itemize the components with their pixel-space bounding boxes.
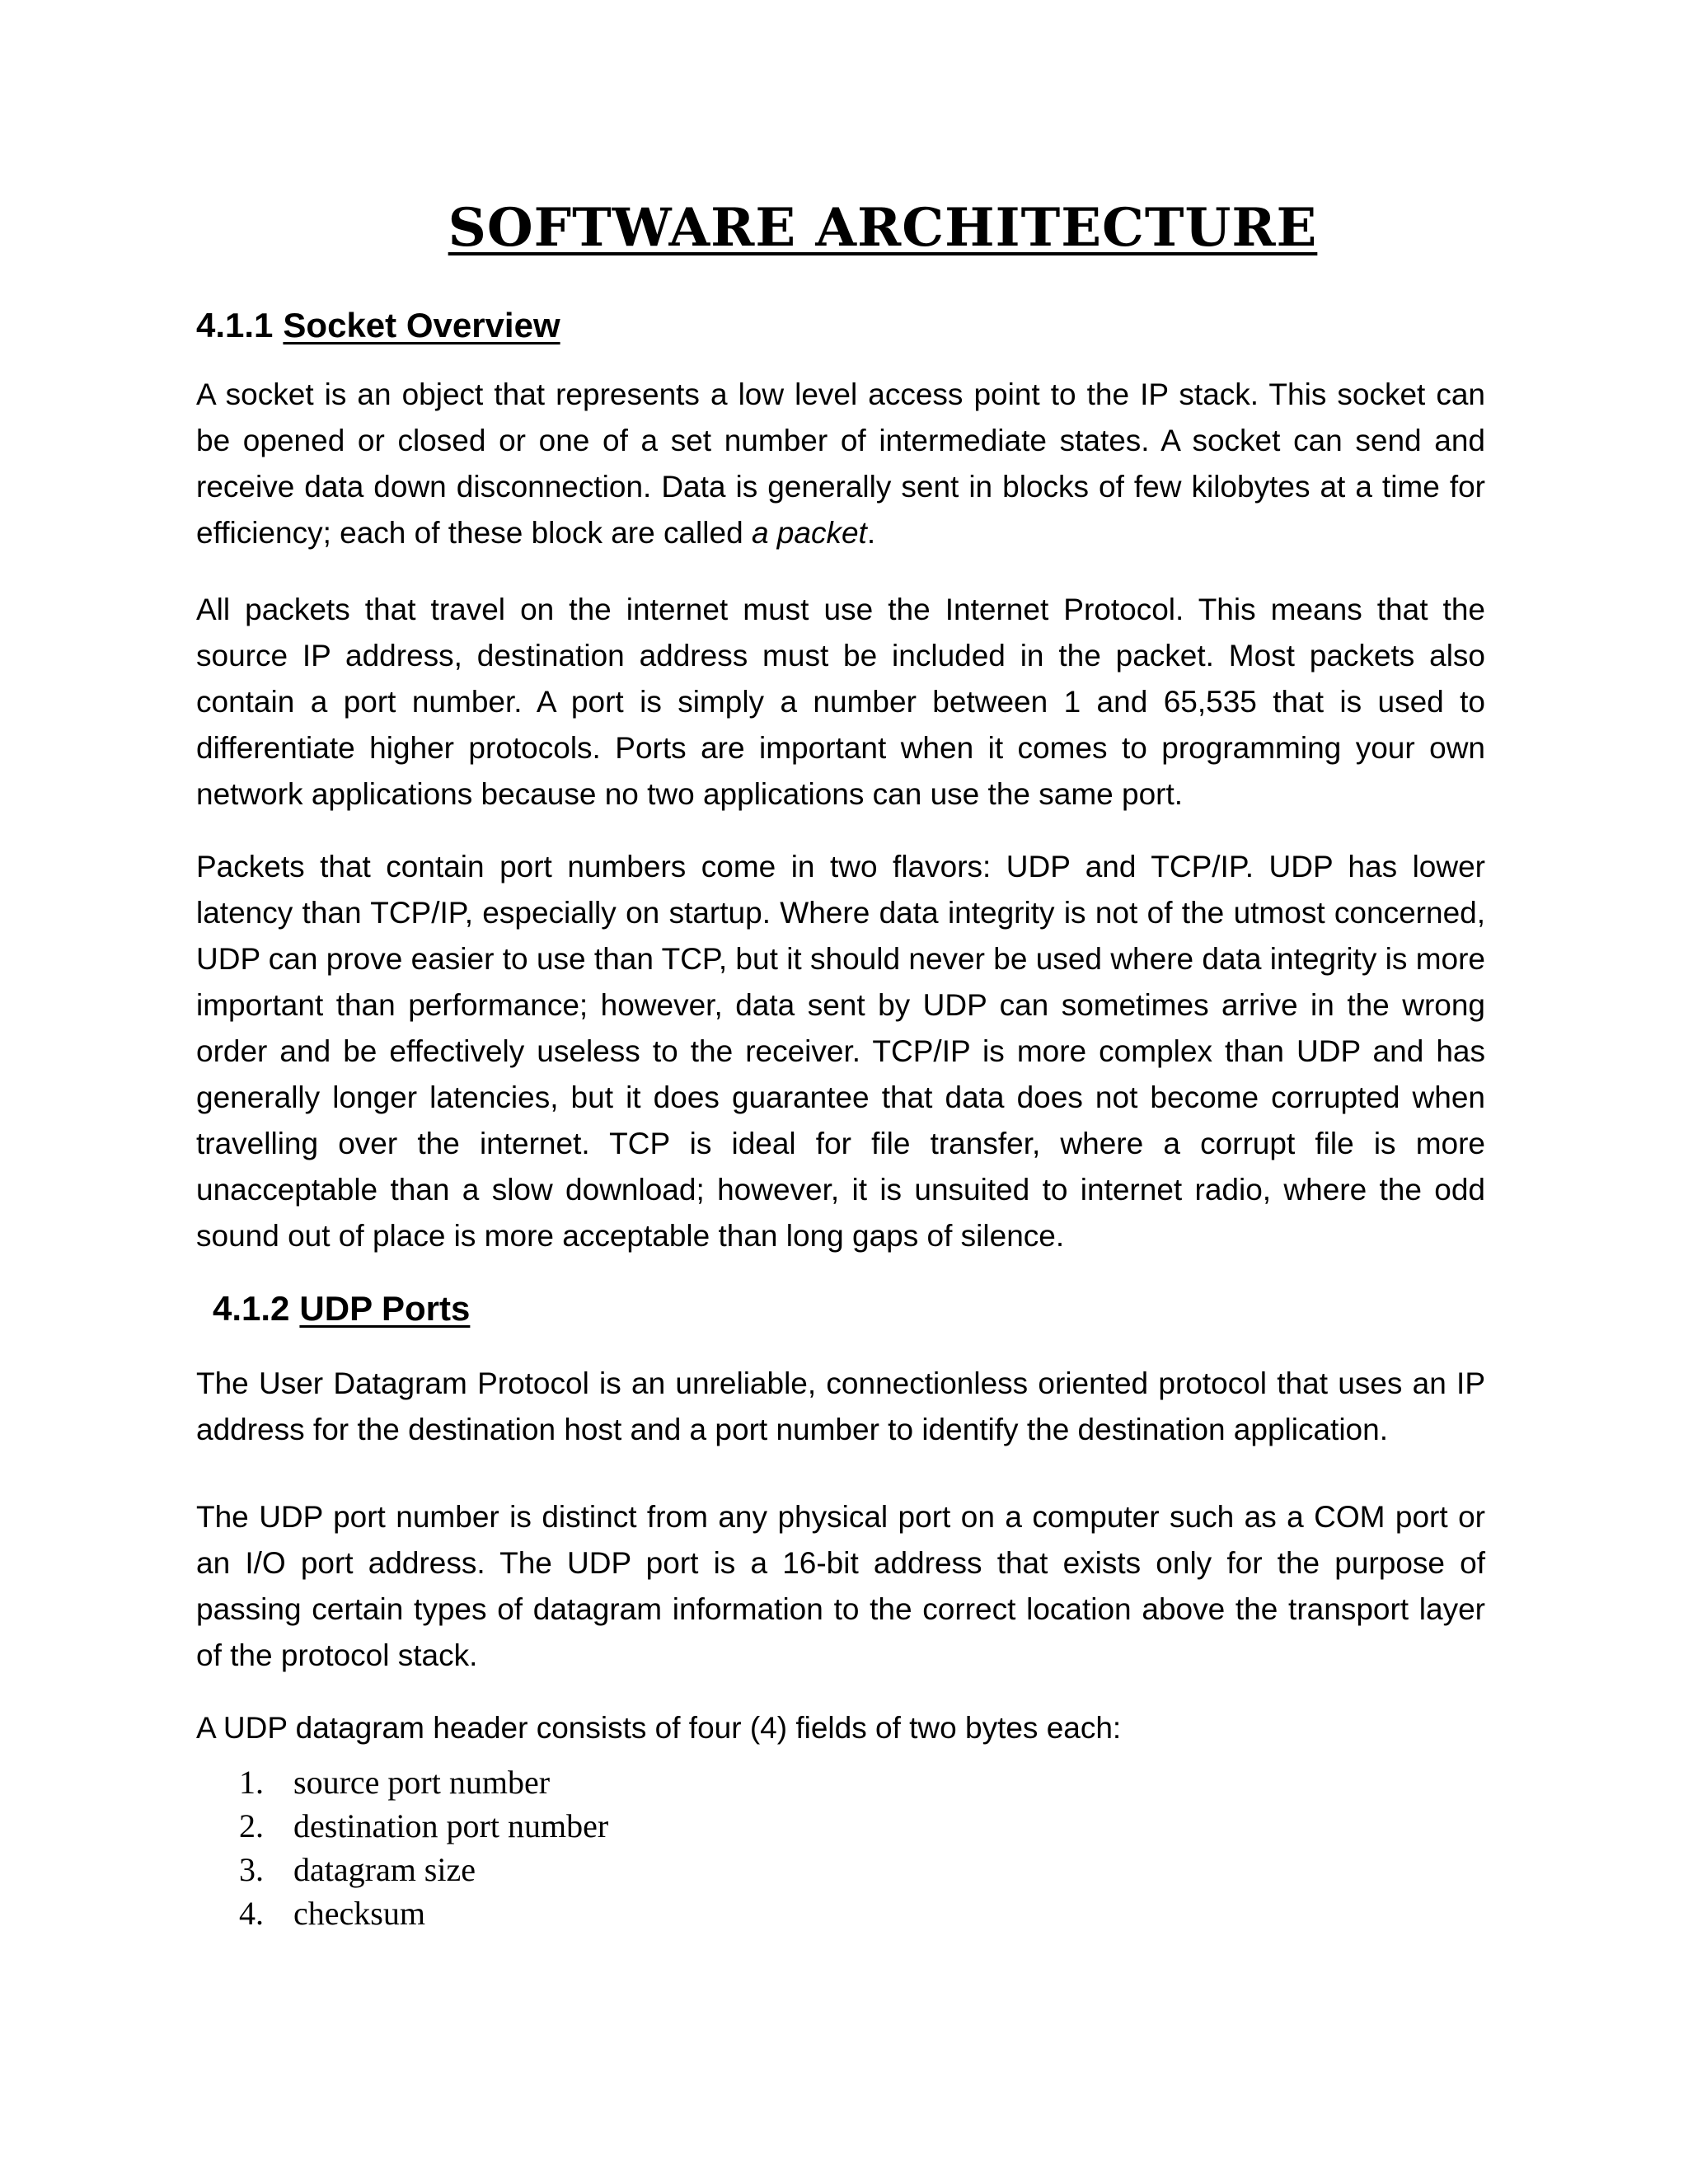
section-heading-text: Socket Overview (283, 306, 560, 344)
list-item-number: 1. (239, 1764, 264, 1801)
list-item (239, 1848, 608, 1891)
list-item-number: 3. (239, 1851, 264, 1888)
section-heading-text: UDP Ports (299, 1289, 471, 1328)
page-title (0, 199, 1688, 257)
paragraph-udp-header-intro: A UDP datagram header consists of four (4) fields of two bytes each: (196, 1711, 1122, 1745)
section-number: 4.1.2 (213, 1289, 290, 1328)
paragraph-udp-definition: The User Datagram Protocol is an unreliable, connectionless oriented protocol that uses an IP address for the destination host and a port number to identify the destination application. (196, 1366, 1485, 1446)
list-item-text: datagram size (293, 1851, 476, 1888)
list-item-text: checksum (293, 1895, 425, 1932)
paragraph-udp-vs-tcp: Packets that contain port numbers come in two flavors: UDP and TCP/IP. UDP has lower latency than TCP/IP, especially on startup. Where data integrity is not of the utmost concerned, UDP can prove easier to use than TCP, but it should never be used where data integrity is more important than performance; however, data sent by UDP can sometimes arrive in the wrong order and be effectively useless to the receiver. TCP/IP is more complex than UDP and has generally longer latencies, but it does guarantee that data does not become corrupted when travelling over the internet. TCP is ideal for file transfer, where a corrupt file is more unacceptable than a slow download; however, it is unsuited to internet radio, where the odd sound out of place is more acceptable than long gaps of silence. (196, 850, 1485, 1253)
paragraph-socket-definition (196, 372, 1485, 556)
list-item (239, 1760, 608, 1804)
paragraph-internet-protocol: All packets that travel on the internet must use the Internet Protocol. This means that the source IP address, destination address must be included in the packet. Most packets also contain a port number. A port is simply a number between 1 and 65,535 that is used to differentiate higher protocols. Ports are important when it comes to programming your own network applications because no two applications can use the same port. (196, 593, 1485, 811)
page-title-text: SOFTWARE ARCHITECTURE (448, 197, 1318, 259)
udp-header-fields-list (239, 1760, 608, 1935)
paragraph-italic-term: a packet (751, 516, 867, 550)
list-item-number: 4. (239, 1895, 264, 1932)
paragraph-udp-port-number: The UDP port number is distinct from any physical port on a computer such as a COM port or an I/O port address. The UDP port is a 16-bit address that exists only for the purpose of passing certain types of datagram information to the correct location above the transport layer of the protocol stack. (196, 1500, 1485, 1672)
paragraph-end: . (866, 516, 876, 550)
paragraph-text: A socket is an object that represents a low level access point to the IP stack. This socket can be opened or closed or one of a set number of intermediate states. A socket can send and receive data down disconnection. Data is generally sent in blocks of few kilobytes at a time for efficiency; each of these block are called (196, 377, 1485, 550)
list-item-number: 2. (239, 1807, 264, 1844)
section-number: 4.1.1 (196, 306, 274, 344)
section-heading-socket-overview (196, 305, 560, 346)
section-heading-udp-ports (213, 1288, 470, 1329)
list-item (239, 1804, 608, 1848)
list-item-text: source port number (293, 1764, 551, 1801)
list-item-text: destination port number (293, 1807, 609, 1844)
list-item (239, 1891, 608, 1935)
